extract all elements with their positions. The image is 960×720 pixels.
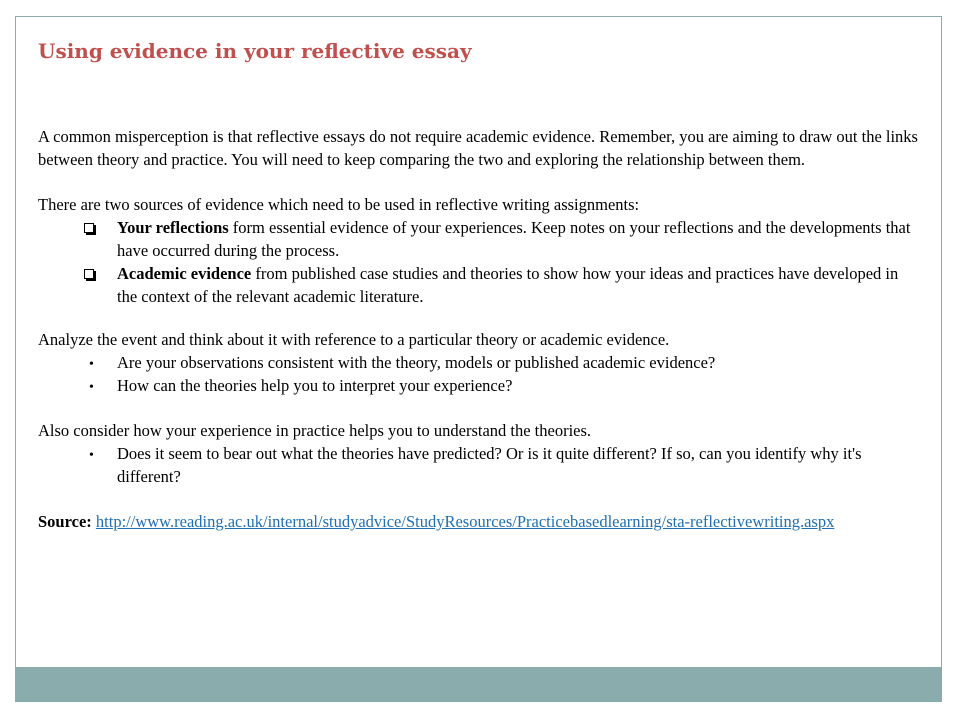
list-item-text: Does it seem to bear out what the theories have predicted? Or is it quite different? If so, can you identify why it's different? xyxy=(117,444,862,486)
source-citation xyxy=(38,510,918,533)
consider-intro: Also consider how your experience in practice helps you to understand the theories. xyxy=(38,421,592,440)
list-item xyxy=(38,374,918,397)
analyze-intro: Analyze the event and think about it with reference to a particular theory or academic evidence. xyxy=(38,330,670,349)
bullet-icon: • xyxy=(89,448,94,463)
list-item xyxy=(38,351,918,374)
slide xyxy=(15,16,942,702)
source-item-title: Your reflections xyxy=(117,218,229,237)
intro-paragraph: A common misperception is that reflective essays do not require academic evidence. Remember, you are aiming to draw out the links between theory and practice. You will need to keep comparing the two and exploring the relationship between them. xyxy=(38,127,918,169)
list-item xyxy=(38,442,918,488)
source-link[interactable]: http://www.reading.ac.uk/internal/studyadvice/StudyResources/Practicebasedlearning/sta-reflectivewriting.aspx xyxy=(95,512,835,531)
source-item xyxy=(38,262,918,308)
source-item-text: from published case studies and theories to show how your ideas and practices have developed in the context of the relevant academic literature. xyxy=(117,264,899,306)
slide-body xyxy=(38,125,918,533)
sources-intro: There are two sources of evidence which need to be used in reflective writing assignments: xyxy=(38,195,640,214)
source-item xyxy=(38,216,918,262)
source-label: Source: xyxy=(38,512,92,531)
footer-accent-bar xyxy=(16,667,941,701)
checkbox-bullet-icon xyxy=(84,223,94,233)
bullet-icon: • xyxy=(89,357,94,372)
checkbox-bullet-icon xyxy=(84,269,94,279)
slide-title: Using evidence in your reflective essay xyxy=(38,39,472,63)
list-item-text: Are your observations consistent with the theory, models or published academic evidence? xyxy=(117,353,716,372)
source-item-title: Academic evidence xyxy=(117,264,252,283)
bullet-icon: • xyxy=(89,380,94,395)
source-item-text: form essential evidence of your experiences. Keep notes on your reflections and the developments that have occurred during the process. xyxy=(117,218,911,260)
list-item-text: How can the theories help you to interpret your experience? xyxy=(117,376,513,395)
